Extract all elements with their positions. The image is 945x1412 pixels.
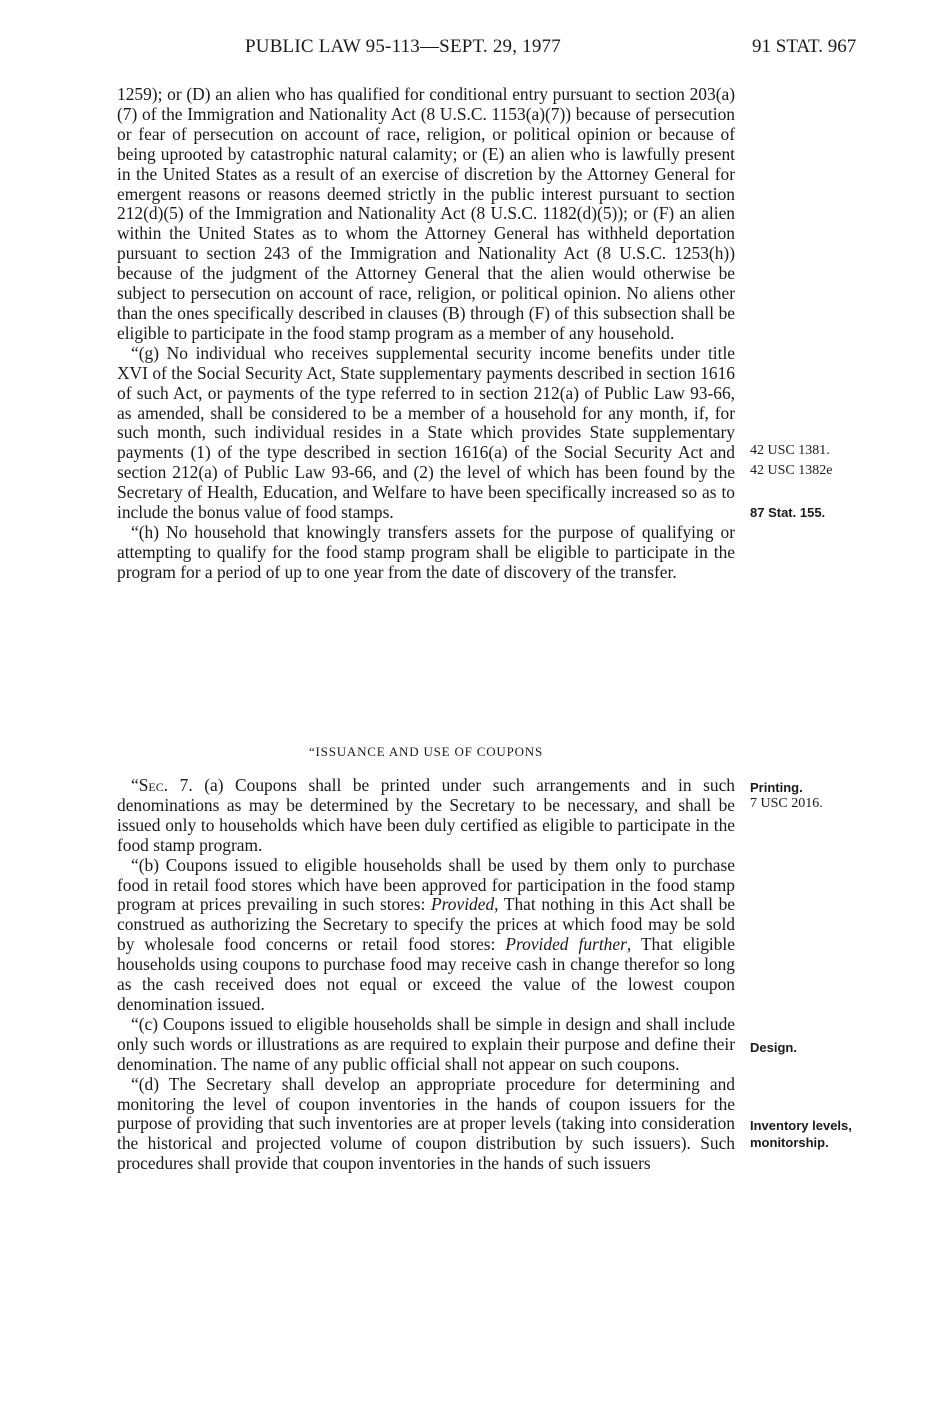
paragraph-7b-part3: , That eligible households using coupons to purchase food may receive cash in change therefor so long as the cash received does not equal or exceed the value of the lowest coupon denomination issued. — [117, 934, 735, 1014]
paragraph-g: “(g) No individual who receives supplemental security income benefits under title XVI of the Social Security Act, State supplementary payments described in section 1616 of such Act, or payments of the type referred to in section 212(a) of Public Law 93-66, as amended, shall be considered to be a member of a household for any month, if, for such month, such individual resides in a State which provides State supplementary payments (1) of the type described in section 1616(a) of the Social Security Act and section 212(a) of Public Law 93-66, and (2) the level of which has been found by the Secretary of Health, Education, and Welfare to have been specifically increased so as to include the bonus value of food stamps. — [117, 342, 735, 523]
statute-page-number: 91 STAT. 967 — [752, 36, 857, 57]
margin-note-usc-2016: 7 USC 2016. — [750, 796, 823, 811]
body-text-top — [117, 85, 735, 583]
section-heading: “ISSUANCE AND USE OF COUPONS — [308, 744, 544, 759]
page-header — [0, 36, 945, 66]
margin-note-usc-1381: 42 USC 1381. — [750, 443, 830, 458]
margin-note-monitorship: monitorship. — [750, 1135, 829, 1150]
paragraph-h: “(h) No household that knowingly transfers assets for the purpose of qualifying or attempting to qualify for the food stamp program shall be eligible to participate in the program for a period of up to one year from the date of discovery of the transfer. — [117, 521, 735, 582]
paragraph-7c: “(c) Coupons issued to eligible households shall be simple in design and shall include only such words or illustrations as are required to explain their purpose and define their denomination. The name of any public official shall not appear on such coupons. — [117, 1013, 735, 1074]
paragraph-7b-part2: , That nothing in this Act shall be construed as authorizing the Secretary to specify the prices at which food may be sold by wholesale food concerns or retail food stores: — [117, 894, 735, 955]
body-text-section-7 — [117, 776, 735, 1174]
paragraph-7b-part1: “(b) Coupons issued to eligible households shall be used by them only to purchase food in retail food stores which have been approved for participation in the food stamp program at prices prevailing in such stores: — [117, 854, 735, 915]
sec-label: “Sec. — [131, 775, 169, 795]
paragraph-7b — [117, 856, 735, 1015]
paragraph-7a — [117, 776, 735, 856]
provided-italic: Provided — [431, 894, 495, 915]
margin-note-inventory-levels: Inventory levels, — [750, 1118, 852, 1133]
margin-note-printing: Printing. — [750, 780, 803, 795]
page-title: PUBLIC LAW 95-113—SEPT. 29, 1977 — [245, 36, 561, 57]
margin-note-usc-1382e: 42 USC 1382e — [750, 463, 833, 478]
provided-further-italic: Provided further — [505, 934, 627, 955]
margin-note-stat-155: 87 Stat. 155. — [750, 505, 826, 520]
paragraph-7a-text: 7. (a) Coupons shall be printed under such arrangements and in such denominations as may be determined by the Secretary to be necessary, and shall be issued only to households which have been duly certified as eligible to participate in the food stamp program. — [117, 775, 735, 855]
paragraph-clauses-d-f: 1259); or (D) an alien who has qualified for conditional entry pursuant to section 203(a)(7) of the Immigration and Nationality Act (8 U.S.C. 1153(a)(7)) because of persecution or fear of persecution on account of race, religion, or political opinion or because of being uprooted by catastrophic natural calamity; or (E) an alien who is lawfully present in the United States as a result of an exercise of discretion by the Attorney General for emergent reasons or reasons deemed strictly in the public interest pursuant to section 212(d)(5) of the Immigration and Nationality Act (8 U.S.C. 1182(d)(5)); or (F) an alien within the United States as to whom the Attorney General has withheld deportation pursuant to section 243 of the Immigration and Nationality Act (8 U.S.C. 1253(h)) because of the judgment of the Attorney General that the alien would otherwise be subject to persecution on account of race, religion, or political opinion. No aliens other than the ones specifically described in clauses (B) through (F) of this subsection shall be eligible to participate in the food stamp program as a member of any household. — [117, 84, 735, 343]
paragraph-7d: “(d) The Secretary shall develop an appropriate procedure for determining and monitoring the level of coupon inventories in the hands of coupon issuers for the purpose of providing that such inventories are at proper levels (taking into consideration the historical and projected volume of coupon distribution by such issuers). Such procedures shall provide that coupon inventories in the hands of such issuers — [117, 1073, 735, 1174]
margin-note-design: Design. — [750, 1040, 797, 1055]
